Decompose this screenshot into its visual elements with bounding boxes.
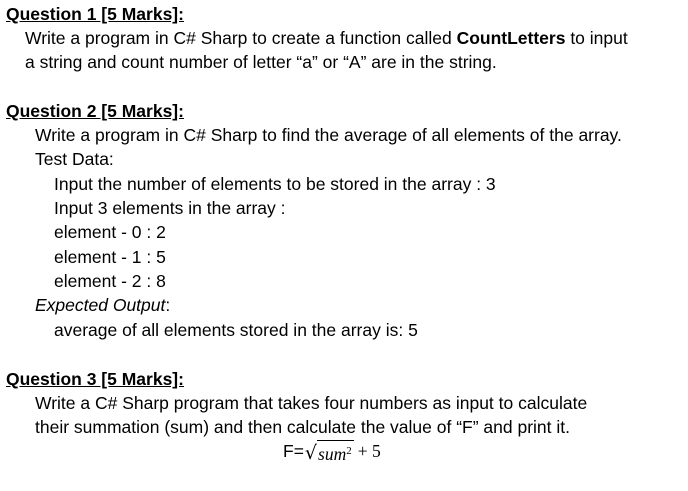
square-root — [305, 438, 354, 464]
question-2-text-line-1: Write a program in C# Sharp to find the average of all elements of the array. — [35, 125, 622, 145]
test-data-label: Test Data: — [35, 149, 114, 169]
q1-text-end: to input — [565, 28, 628, 48]
formula — [283, 436, 381, 466]
question-1-heading: Question 1 [5 Marks]: — [6, 4, 184, 24]
test-data-line: element - 1 : 5 — [54, 247, 166, 267]
test-data-line: element - 2 : 8 — [54, 271, 166, 291]
test-data-line: Input the number of elements to be stored in the array : 3 — [54, 174, 496, 194]
formula-lhs: F= — [283, 440, 304, 461]
formula-rest: + 5 — [357, 440, 381, 461]
question-1-text-line-1 — [25, 27, 628, 49]
question-3-text-line-2: their summation (sum) and then calculate the value of “F” and print it. — [35, 417, 570, 437]
test-data-line: element - 0 : 2 — [54, 222, 166, 242]
question-1-text-line-2: a string and count number of letter “a” or “A” are in the string. — [25, 52, 497, 72]
question-2-heading: Question 2 [5 Marks]: — [6, 101, 184, 121]
expected-output-line: average of all elements stored in the array is: 5 — [54, 320, 418, 340]
test-data-line: Input 3 elements in the array : — [54, 198, 286, 218]
question-3-heading: Question 3 [5 Marks]: — [6, 369, 184, 389]
expected-output-colon: : — [165, 295, 171, 315]
function-name: CountLetters — [456, 28, 566, 48]
radicand — [317, 440, 354, 464]
question-3-text-line-1: Write a C# Sharp program that takes four numbers as input to calculate — [35, 393, 588, 413]
radical-sign-icon: √ — [304, 442, 318, 464]
q1-text-start: Write a program in C# Sharp to create a function called — [25, 28, 457, 48]
expected-output-text: Expected Output — [35, 295, 166, 315]
expected-output-label — [35, 294, 170, 316]
radicand-exponent: 2 — [346, 445, 352, 457]
radicand-variable: sum — [318, 444, 347, 464]
